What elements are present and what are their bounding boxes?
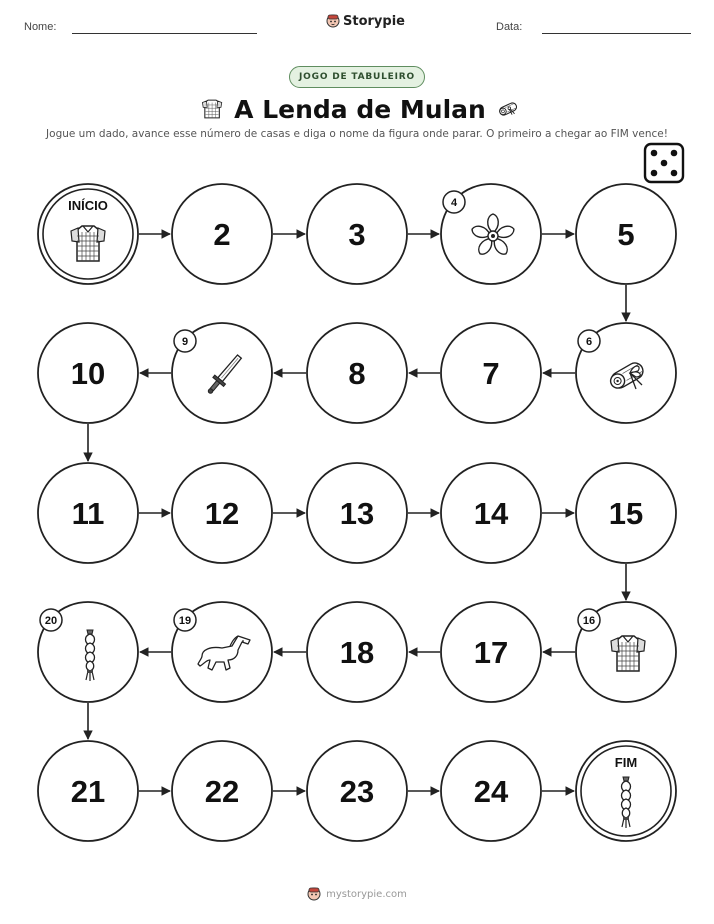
board-space-3 xyxy=(307,184,407,284)
board-space-11 xyxy=(38,463,138,563)
space-number: 4 xyxy=(450,197,458,209)
board-space-18 xyxy=(307,602,407,702)
board-space-24 xyxy=(441,741,541,841)
category-badge: JOGO DE TABULEIRO xyxy=(289,66,425,88)
board-space-9 xyxy=(172,323,272,423)
title-text: A Lenda de Mulan xyxy=(234,94,486,124)
board-spaces xyxy=(38,184,676,841)
space-number: 7 xyxy=(482,356,500,391)
board-space-19 xyxy=(172,602,272,702)
board-space-23 xyxy=(307,741,407,841)
board-space-16 xyxy=(576,602,676,702)
board-space-25 xyxy=(576,741,676,841)
mascot-icon xyxy=(307,886,321,902)
space-number: 20 xyxy=(44,615,58,627)
instructions: Jogue um dado, avance esse número de casas e diga o nome da figura onde parar. O primeiro a chegar ao FIM vence! xyxy=(46,128,668,140)
space-number: 15 xyxy=(608,496,644,531)
space-number: 8 xyxy=(348,356,366,391)
finish-label: FIM xyxy=(614,755,638,770)
board-space-10 xyxy=(38,323,138,423)
board-space-8 xyxy=(307,323,407,423)
board-space-20 xyxy=(38,602,138,702)
date-label: Data: xyxy=(496,21,523,33)
space-number: 23 xyxy=(339,774,375,809)
space-number: 12 xyxy=(204,496,240,531)
start-label: INÍCIO xyxy=(68,198,108,213)
space-number: 16 xyxy=(582,615,596,627)
space-number: 17 xyxy=(473,635,509,670)
board-space-1 xyxy=(38,184,138,284)
space-number: 10 xyxy=(70,356,106,391)
space-number: 2 xyxy=(213,217,231,252)
board-space-4 xyxy=(441,184,541,284)
space-number: 21 xyxy=(70,774,106,809)
board-space-13 xyxy=(307,463,407,563)
space-number: 9 xyxy=(181,336,189,348)
space-number: 11 xyxy=(71,496,105,531)
space-number: 6 xyxy=(585,336,593,348)
space-number: 22 xyxy=(204,774,240,809)
board-space-7 xyxy=(441,323,541,423)
brand-name: Storypie xyxy=(343,13,405,29)
space-number: 13 xyxy=(339,496,375,531)
space-number: 24 xyxy=(473,774,509,809)
board-space-2 xyxy=(172,184,272,284)
board-space-22 xyxy=(172,741,272,841)
space-number: 14 xyxy=(473,496,509,531)
board-space-14 xyxy=(441,463,541,563)
board-space-15 xyxy=(576,463,676,563)
board-space-12 xyxy=(172,463,272,563)
footer-url: mystorypie.com xyxy=(326,888,407,900)
space-number: 18 xyxy=(339,635,375,670)
footer xyxy=(0,886,714,902)
space-number: 19 xyxy=(178,615,192,627)
board-space-21 xyxy=(38,741,138,841)
board-space-17 xyxy=(441,602,541,702)
name-label: Nome: xyxy=(24,21,57,33)
board-space-5 xyxy=(576,184,676,284)
space-number: 3 xyxy=(348,217,366,252)
board-space-6 xyxy=(576,323,676,423)
space-number: 5 xyxy=(617,217,635,252)
